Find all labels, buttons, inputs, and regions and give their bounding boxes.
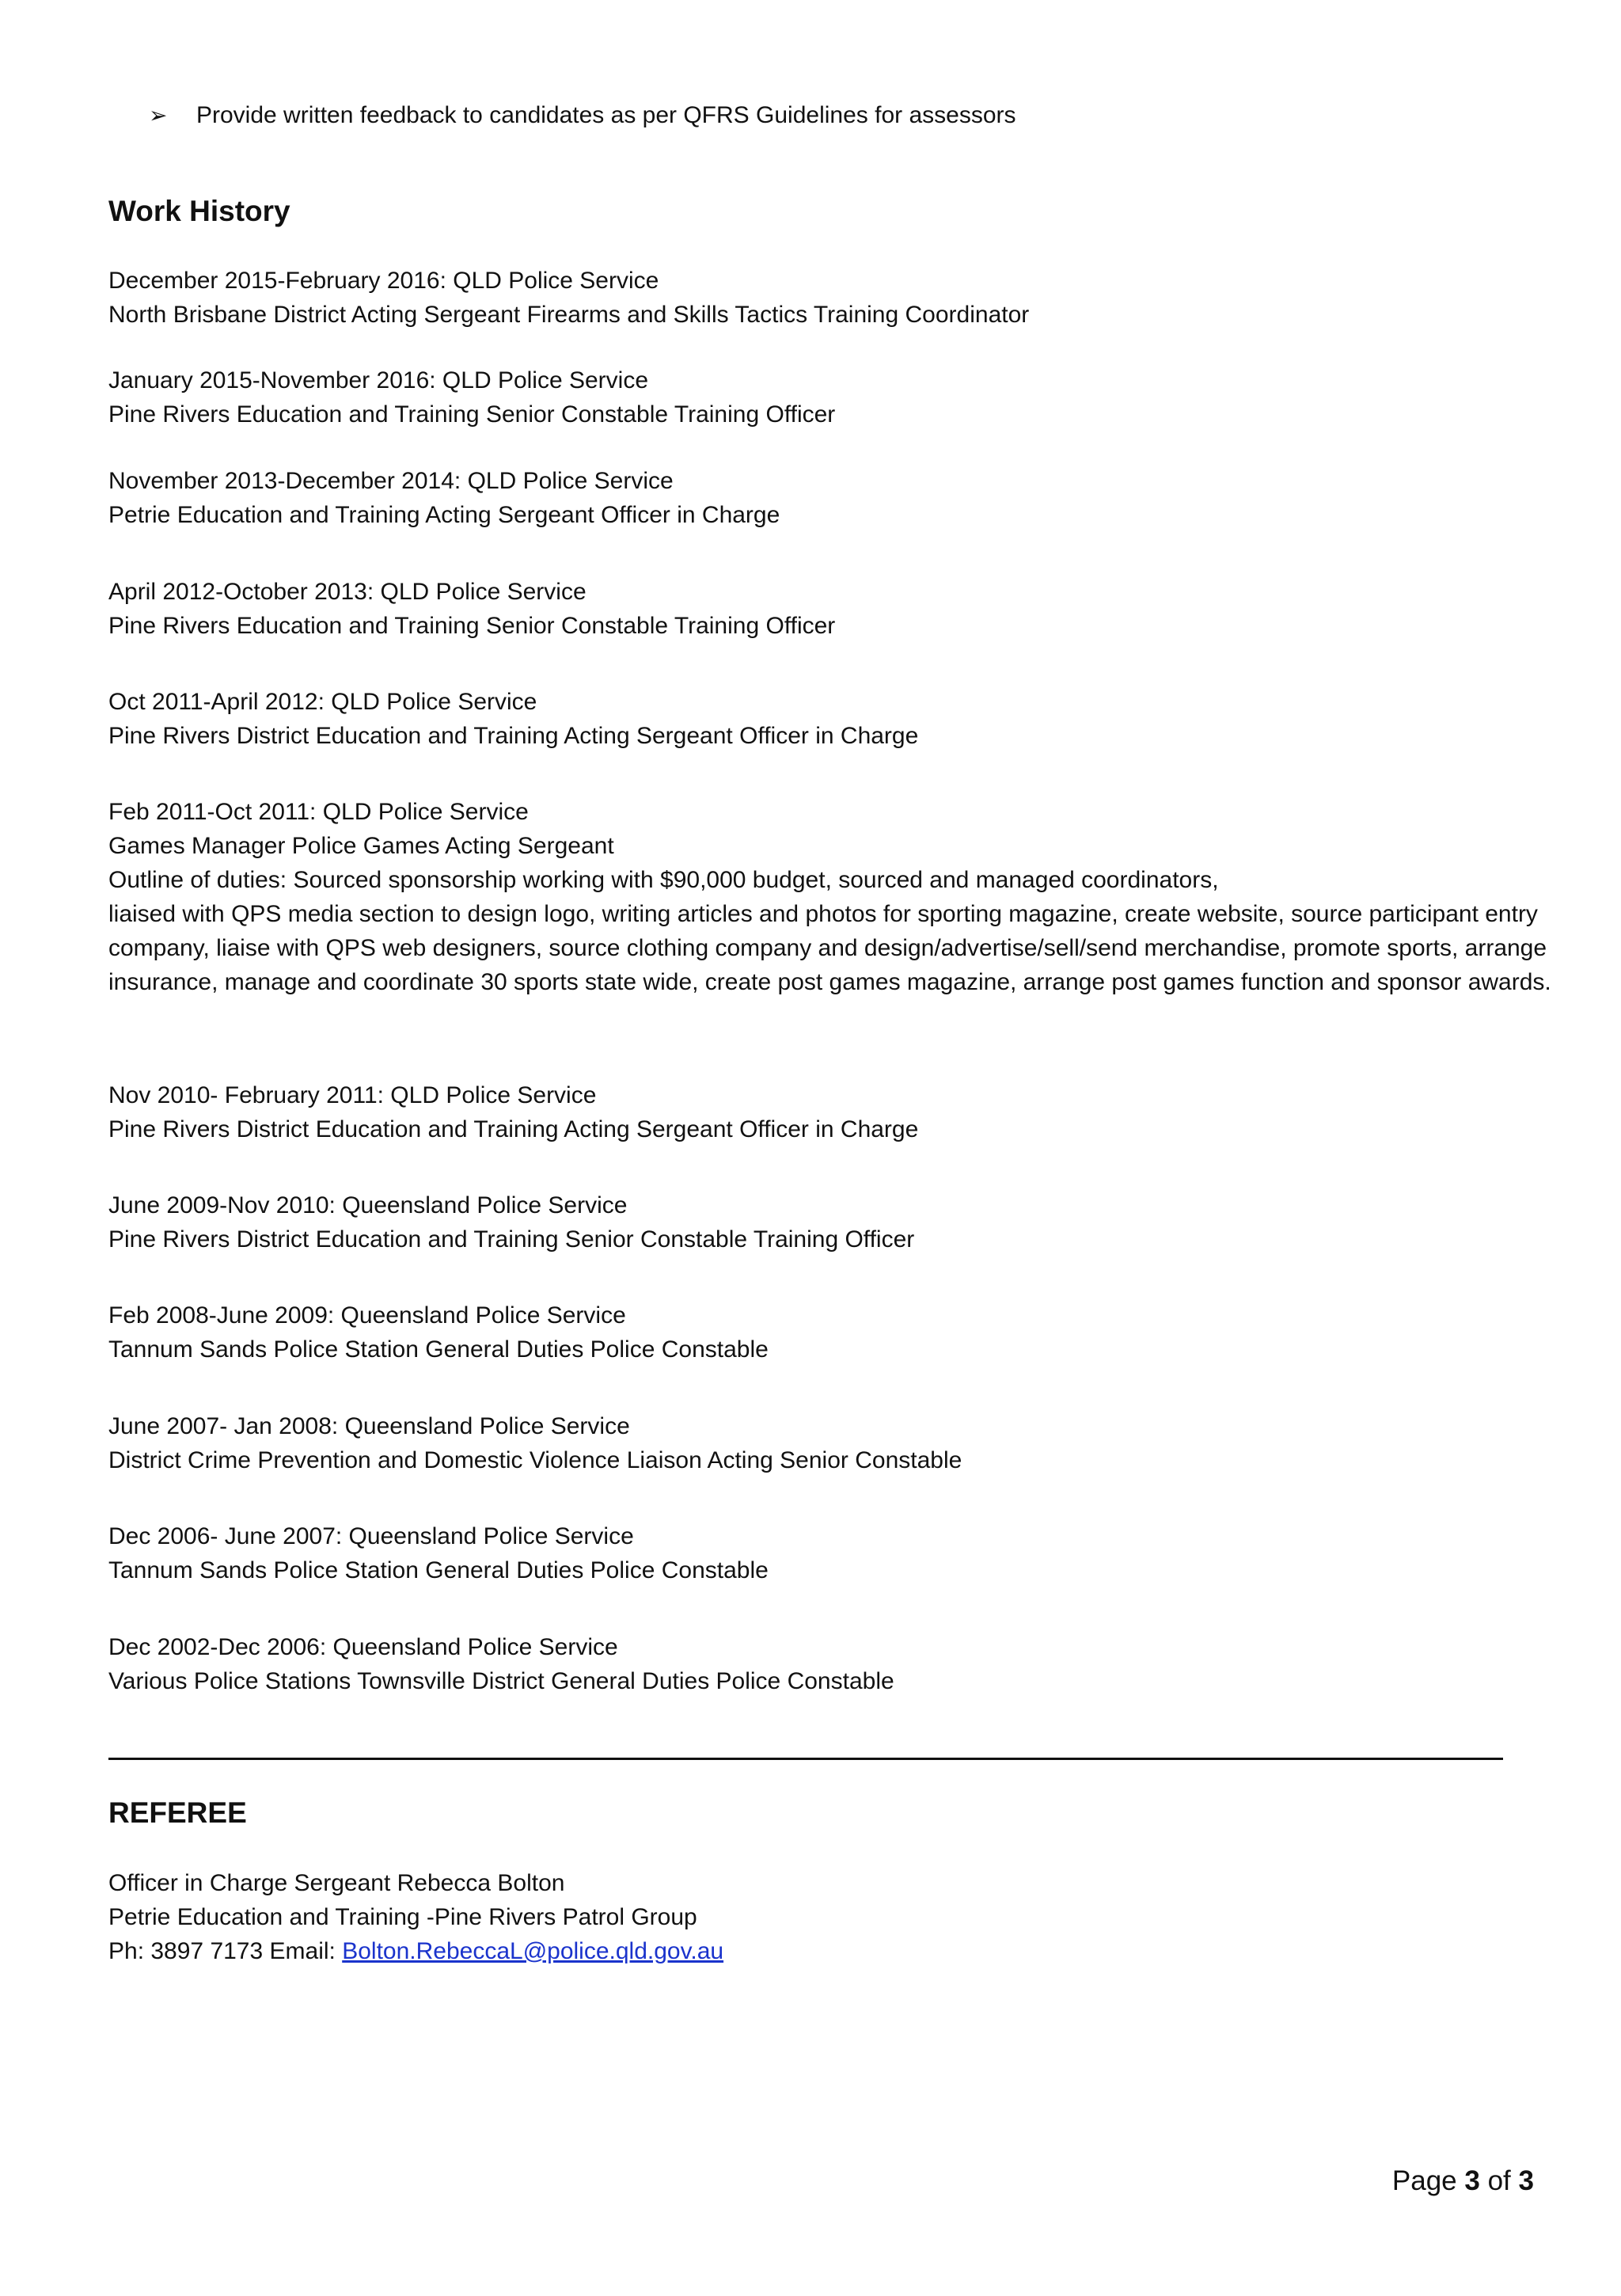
work-history-entry xyxy=(108,464,1573,532)
work-history-entry xyxy=(108,1078,1573,1146)
entry-role: District Crime Prevention and Domestic Violence Liaison Acting Senior Constable xyxy=(108,1447,962,1473)
feedback-bullet xyxy=(149,100,1016,131)
work-history-entry xyxy=(108,1630,1573,1698)
referee-unit: Petrie Education and Training -Pine Rivers Patrol Group xyxy=(108,1904,697,1930)
work-history-entry xyxy=(108,264,1573,332)
referee-heading: REFEREE xyxy=(108,1796,247,1829)
entry-period: Feb 2011-Oct 2011: QLD Police Service xyxy=(108,799,529,825)
entry-period: April 2012-October 2013: QLD Police Service xyxy=(108,579,587,605)
referee-email-link[interactable]: Bolton.RebeccaL@police.qld.gov.au xyxy=(342,1938,724,1964)
total-pages: 3 xyxy=(1518,2165,1534,2196)
entry-period: Nov 2010- February 2011: QLD Police Service xyxy=(108,1082,597,1108)
entry-role: Various Police Stations Townsville District General Duties Police Constable xyxy=(108,1668,894,1694)
entry-period: Feb 2008-June 2009: Queensland Police Service xyxy=(108,1302,626,1329)
entry-period: June 2007- Jan 2008: Queensland Police Service xyxy=(108,1413,630,1439)
work-history-entry xyxy=(108,1409,1573,1477)
entry-role: Pine Rivers Education and Training Senior Constable Training Officer xyxy=(108,613,836,639)
page-word: Page xyxy=(1391,2165,1457,2196)
entry-period: January 2015-November 2016: QLD Police Service xyxy=(108,367,649,393)
referee-name: Officer in Charge Sergeant Rebecca Bolton xyxy=(108,1870,565,1896)
entry-period: Dec 2006- June 2007: Queensland Police Service xyxy=(108,1523,634,1549)
entry-role: North Brisbane District Acting Sergeant Firearms and Skills Tactics Training Coordinator xyxy=(108,302,1030,328)
arrow-bullet-icon: ➢ xyxy=(149,103,168,127)
work-history-entry-police-games xyxy=(108,795,1573,999)
bullet-text: Provide written feedback to candidates as per QFRS Guidelines for assessors xyxy=(196,102,1016,128)
work-history-heading: Work History xyxy=(108,195,290,227)
work-history-entry xyxy=(108,1188,1573,1256)
section-divider xyxy=(108,1758,1503,1760)
entry-role: Pine Rivers Education and Training Senior Constable Training Officer xyxy=(108,401,836,428)
work-history-entry xyxy=(108,363,1573,431)
work-history-entry xyxy=(108,1519,1573,1587)
entry-role: Tannum Sands Police Station General Duties Police Constable xyxy=(108,1336,769,1363)
of-word: of xyxy=(1487,2165,1511,2196)
entry-role: Petrie Education and Training Acting Sergeant Officer in Charge xyxy=(108,502,780,528)
entry-duties-intro: Outline of duties: Sourced sponsorship working with $90,000 budget, sourced and managed coordinators, xyxy=(108,867,1219,893)
referee-contact xyxy=(108,1934,723,1968)
current-page: 3 xyxy=(1464,2165,1480,2196)
work-history-entry xyxy=(108,1298,1573,1367)
entry-role: Pine Rivers District Education and Training Senior Constable Training Officer xyxy=(108,1226,915,1253)
referee-details xyxy=(108,1866,723,1968)
entry-role: Tannum Sands Police Station General Duties Police Constable xyxy=(108,1557,769,1583)
entry-role: Pine Rivers District Education and Training Acting Sergeant Officer in Charge xyxy=(108,1116,919,1142)
page-number xyxy=(1392,2164,1534,2199)
work-history-entry xyxy=(108,575,1573,643)
entry-period: December 2015-February 2016: QLD Police Service xyxy=(108,268,659,294)
entry-role: Games Manager Police Games Acting Sergeant xyxy=(108,833,614,859)
referee-phone: Ph: 3897 7173 Email: xyxy=(108,1938,343,1964)
work-history-entry xyxy=(108,685,1573,753)
entry-period: Dec 2002-Dec 2006: Queensland Police Service xyxy=(108,1634,618,1660)
entry-role: Pine Rivers District Education and Training Acting Sergeant Officer in Charge xyxy=(108,723,919,749)
entry-period: Oct 2011-April 2012: QLD Police Service xyxy=(108,689,537,715)
entry-period: June 2009-Nov 2010: Queensland Police Service xyxy=(108,1192,628,1218)
entry-period: November 2013-December 2014: QLD Police Service xyxy=(108,468,674,494)
entry-duties: liaised with QPS media section to design logo, writing articles and photos for sporting magazine, create website, source participant entry company, liaise with QPS web designers, source clothing company and design/advertise/sell/send merchandise, promote sports, arrange insurance, manage and coordinate 30 sports state wide, create post games magazine, arrange post games function and sponsor awards. xyxy=(108,901,1551,995)
